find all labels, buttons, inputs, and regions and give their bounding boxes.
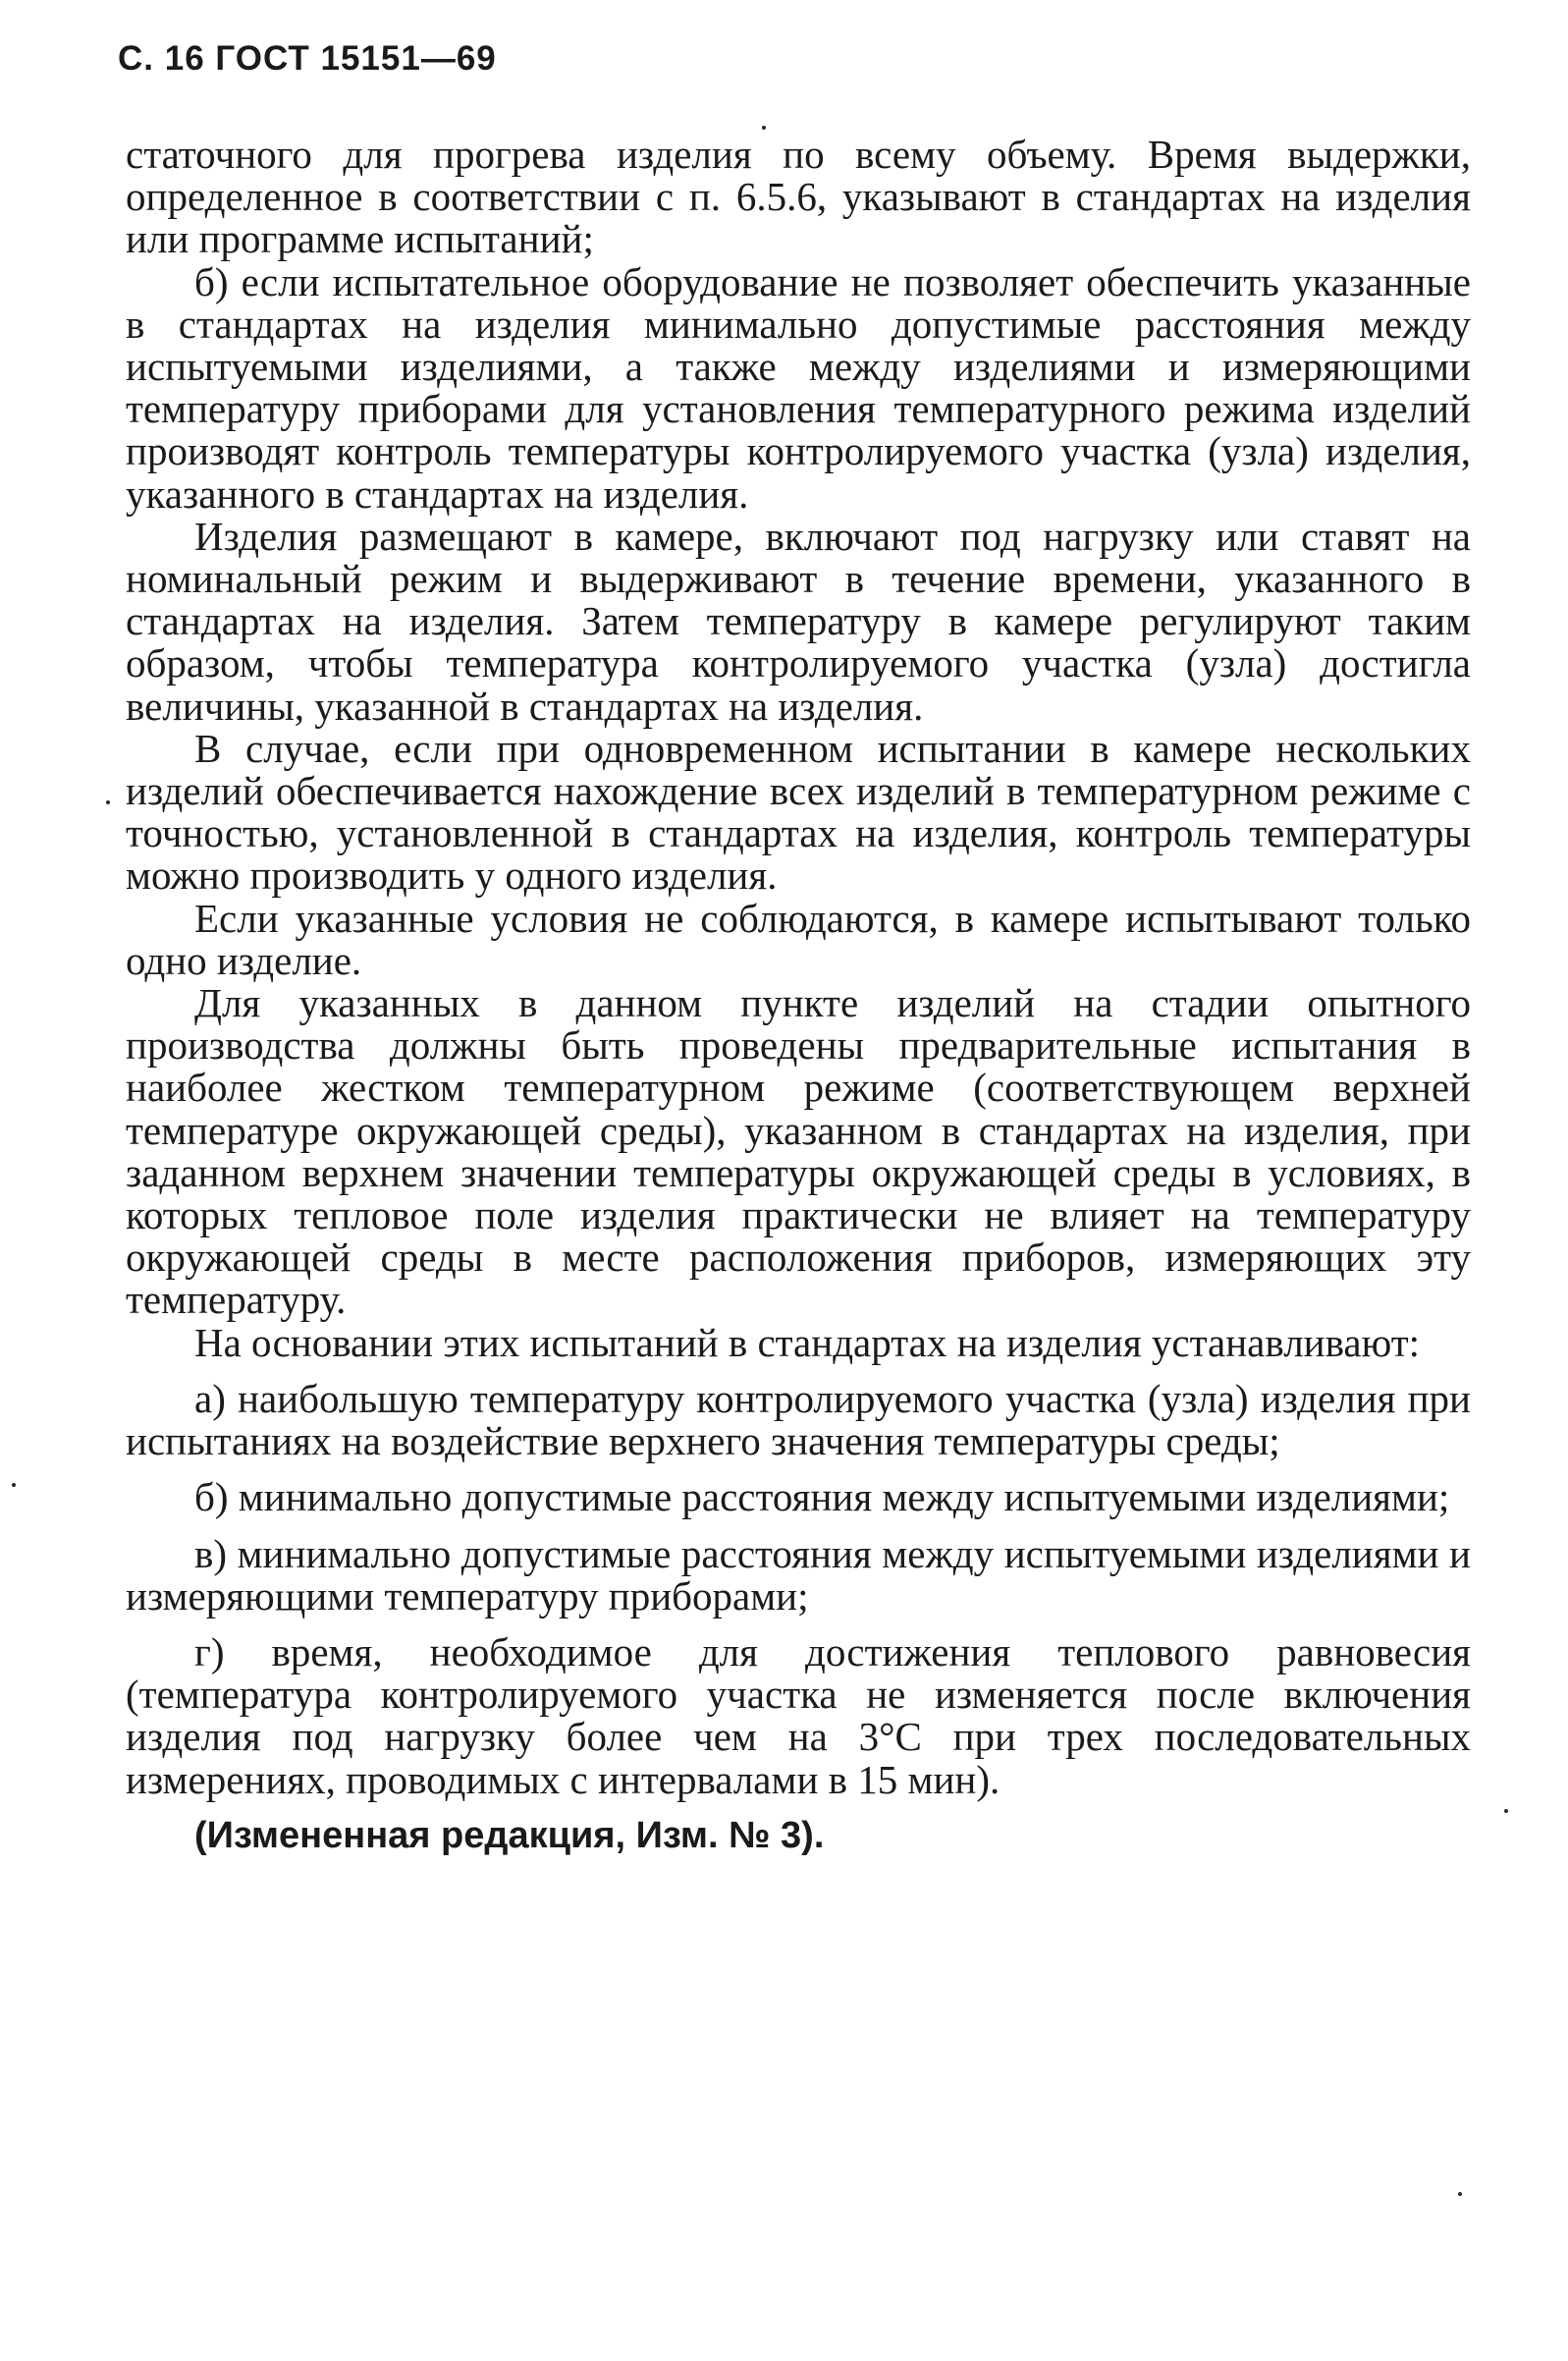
- scan-speck: [106, 800, 110, 804]
- paragraph-preliminary-tests: Для указанных в данном пункте изделий на стадии опытного производства должны быть проведены предварительные испытания в наиболее жестком температурном режиме (соответствующем верхней температуре окружающей среды), указанном в стандартах на изделия, при заданном верхнем значении температуры окружающей среды в условиях, в которых тепловое поле изделия практически не влияет на температуру окружающей среды в месте расположения приборов, измеряющих эту температуру.: [126, 980, 1471, 1323]
- paragraph-single-item: Если указанные условия не соблюдаются, в камере испытывают только одно изделие.: [126, 895, 1471, 983]
- paragraph-basis: На основании этих испытаний в стандартах на изделия устанавливают:: [194, 1319, 1421, 1365]
- list-item-b: б) минимально допустимые расстояния между испытуемыми изделиями;: [194, 1474, 1450, 1520]
- list-item-v: в) минимально допустимые расстояния между испытуемыми изделиями и измеряющими температуру приборами;: [126, 1530, 1471, 1619]
- scan-speck: [762, 126, 766, 130]
- scan-speck: [1504, 1809, 1508, 1813]
- page-header: С. 16 ГОСТ 15151—69: [118, 39, 497, 78]
- scan-speck: [1458, 2192, 1462, 2196]
- revision-note: (Измененная редакция, Изм. № 3).: [194, 1814, 825, 1856]
- scan-speck: [12, 1483, 16, 1487]
- paragraph-placement: Изделия размещают в камере, включают под нагрузку или ставят на номинальный режим и выдерживают в течение времени, указанного в стандартах на изделия. Затем температуру в камере регулируют таким образом, чтобы температура контролируемого участка (узла) достигла величины, указанной в стандартах на изделия.: [126, 513, 1471, 729]
- paragraph-continuation: статочного для прогрева изделия по всему объему. Время выдержки, определенное в соответствии с п. 6.5.6, указывают в стандартах на изделия или программе испытаний;: [126, 132, 1471, 262]
- document-body: [126, 134, 1471, 1857]
- paragraph-item-b-equipment: б) если испытательное оборудование не позволяет обеспечить указанные в стандартах на изделия минимально допустимые расстояния между испытуемыми изделиями, а также между изделиями и измеряющими температуру приборами для установления температурного режима изделий производят контроль температуры контролируемого участка (узла) изделия, указанного в стандартах на изделия.: [126, 258, 1471, 517]
- list-item-g: г) время, необходимое для достижения теплового равновесия (температура контролируемого участка не изменяется после включения изделия под нагрузку более чем на 3°С при трех последовательных измерениях, проводимых с интервалами в 15 мин).: [126, 1628, 1471, 1802]
- paragraph-multiple-items: В случае, если при одновременном испытании в камере нескольких изделий обеспечивается нахождение всех изделий в температурном режиме с точностью, установленной в стандартах на изделия, контроль температуры можно производить у одного изделия.: [126, 725, 1471, 899]
- list-item-a: а) наибольшую температуру контролируемого участка (узла) изделия при испытаниях на воздействие верхнего значения температуры среды;: [126, 1375, 1471, 1464]
